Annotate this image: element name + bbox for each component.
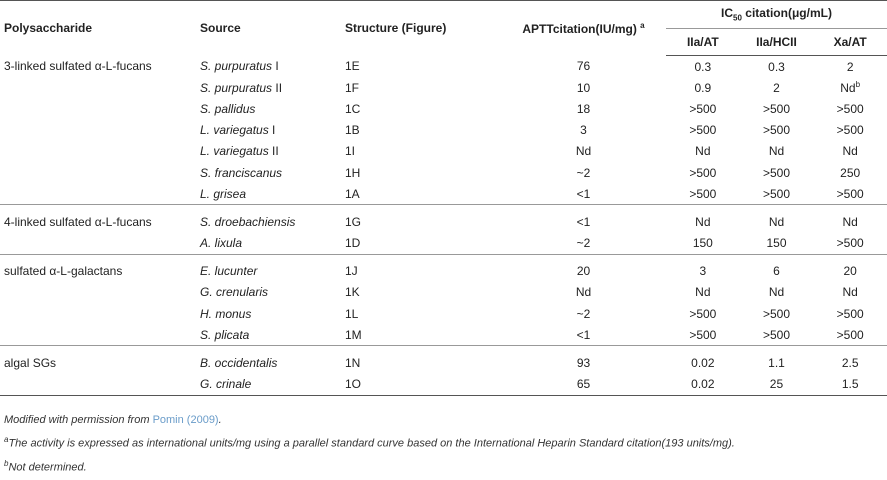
xa-at-value: 250 — [840, 165, 861, 180]
aptt-cell: 3 — [580, 123, 587, 138]
figure-cell: 1O — [345, 374, 501, 396]
aptt-cell: 20 — [576, 264, 591, 279]
species-name: G. crenularis — [200, 285, 269, 300]
figure-cell: 1I — [345, 144, 356, 159]
pomin-citation-link[interactable]: Pomin (2009) — [152, 414, 219, 426]
source-cell — [200, 120, 345, 141]
xa-at-value: >500 — [836, 186, 864, 201]
table-row — [0, 254, 887, 282]
xa-at-cell — [813, 346, 887, 374]
footnote-marker: b — [855, 80, 861, 90]
group-name-cell — [0, 324, 200, 346]
group-name-cell — [0, 303, 200, 324]
iia-hcii-cell: Nd — [768, 214, 785, 229]
xa-at-value: >500 — [836, 327, 864, 342]
iia-at-cell: >500 — [689, 123, 717, 138]
table-body — [0, 56, 887, 396]
xa-at-value: 1.5 — [841, 377, 859, 392]
header-structure: Structure (Figure) — [345, 1, 501, 56]
iia-hcii-cell: Nd — [768, 285, 785, 300]
source-cell — [200, 374, 345, 396]
iia-at-cell: 0.02 — [666, 374, 740, 396]
group-name-cell — [0, 162, 200, 183]
header-ic50: $IC_{50}$ citation(μg/mL) — [666, 1, 887, 29]
iia-at-cell: Nd — [695, 285, 711, 300]
xa-at-value: >500 — [836, 101, 864, 116]
species-name: L. variegatus — [200, 123, 269, 138]
xa-at-value: >500 — [836, 236, 864, 251]
table-row — [0, 346, 887, 374]
xa-at-value: 2 — [846, 59, 854, 74]
group-name-cell — [0, 77, 200, 98]
source-cell — [200, 141, 345, 162]
aptt-cell: ~2 — [576, 165, 591, 180]
iia-at-cell: 0.02 — [691, 356, 715, 371]
source-cell — [200, 346, 345, 374]
group-name-cell — [0, 374, 200, 396]
xa-at-cell — [813, 141, 887, 162]
xa-at-value: >500 — [836, 306, 864, 321]
table-row — [0, 324, 887, 346]
figure-cell: 1A — [345, 183, 501, 205]
iia-at-cell: >500 — [689, 165, 717, 180]
group-name-cell: 4-linked sulfated α-L-fucans — [4, 214, 152, 229]
iia-hcii-cell: 1.1 — [768, 356, 785, 371]
species-name: A. lixula — [200, 236, 243, 251]
species-name: B. occidentalis — [200, 356, 278, 371]
table-row — [0, 374, 887, 396]
xa-at-value: Nd — [842, 214, 858, 229]
table-row — [0, 162, 887, 183]
xa-at-cell — [813, 233, 887, 255]
species-name: S. franciscanus — [200, 165, 283, 180]
table-row — [0, 233, 887, 255]
table-row — [0, 98, 887, 119]
xa-at-value: Nd — [842, 144, 858, 159]
table-notes — [4, 410, 735, 477]
xa-at-cell — [813, 303, 887, 324]
species-name: S. plicata — [200, 327, 250, 342]
table-row — [0, 120, 887, 141]
iia-hcii-cell: >500 — [740, 324, 814, 346]
group-name-cell: sulfated α-L-galactans — [4, 264, 123, 279]
xa-at-cell — [813, 205, 887, 233]
strain-label: I — [268, 123, 276, 138]
iia-hcii-cell: Nd — [768, 144, 785, 159]
iia-at-cell: >500 — [666, 324, 740, 346]
species-name: G. crinale — [200, 377, 252, 392]
aptt-cell: <1 — [576, 214, 591, 229]
iia-hcii-cell: >500 — [740, 183, 814, 205]
aptt-cell: <1 — [501, 324, 666, 346]
xa-at-value: 2.5 — [841, 356, 859, 371]
header-iia-at: IIa/AT — [666, 29, 740, 56]
xa-at-cell — [813, 56, 887, 78]
iia-hcii-cell: 25 — [740, 374, 814, 396]
xa-at-cell — [813, 77, 887, 98]
figure-cell: 1H — [345, 165, 361, 180]
species-name: L. grisea — [200, 186, 247, 201]
xa-at-cell — [813, 374, 887, 396]
group-name-cell: algal SGs — [4, 356, 57, 371]
iia-at-cell: >500 — [666, 183, 740, 205]
header-polysaccharide: Polysaccharide — [0, 1, 200, 56]
iia-at-cell: Nd — [695, 214, 711, 229]
iia-at-cell: 0.3 — [694, 59, 712, 74]
source-cell — [200, 233, 345, 255]
figure-cell: 1C — [345, 101, 361, 116]
group-name-cell — [0, 233, 200, 255]
xa-at-value: Nd — [842, 285, 858, 300]
aptt-cell: <1 — [501, 183, 666, 205]
iia-at-cell: >500 — [689, 306, 717, 321]
strain-label: I — [272, 59, 279, 74]
group-name-cell — [0, 141, 200, 162]
species-name: S. pallidus — [200, 101, 256, 116]
header-iia-hcii: IIa/HCII — [740, 29, 814, 56]
aptt-cell: 10 — [576, 80, 591, 95]
figure-cell: 1D — [345, 233, 501, 255]
xa-at-cell — [813, 98, 887, 119]
figure-cell: 1G — [345, 214, 362, 229]
xa-at-cell — [813, 120, 887, 141]
figure-cell: 1E — [345, 59, 360, 74]
iia-hcii-cell: 0.3 — [768, 59, 785, 74]
figure-cell: 1L — [345, 306, 359, 321]
xa-at-cell — [813, 324, 887, 346]
figure-cell: 1K — [345, 285, 360, 300]
aptt-cell: ~2 — [576, 306, 591, 321]
group-name-cell: 3-linked sulfated α-L-fucans — [4, 59, 152, 74]
xa-at-cell — [813, 183, 887, 205]
iia-at-cell: >500 — [689, 101, 717, 116]
source-cell — [200, 282, 345, 303]
group-name-cell — [0, 120, 200, 141]
iia-hcii-cell: >500 — [762, 165, 790, 180]
group-name-cell — [0, 282, 200, 303]
aptt-cell: Nd — [575, 144, 592, 159]
footnote-b: $^b$Not determined. — [4, 458, 87, 474]
header-source: Source — [200, 1, 345, 56]
table-row — [0, 205, 887, 233]
source-cell — [200, 254, 345, 282]
group-name-cell — [0, 183, 200, 205]
figure-cell: 1N — [345, 356, 361, 371]
iia-at-cell: 3 — [699, 264, 707, 279]
aptt-cell: 18 — [576, 101, 591, 116]
iia-hcii-cell: >500 — [762, 123, 790, 138]
species-name: S. purpuratus — [200, 59, 273, 74]
xa-at-cell — [813, 162, 887, 183]
xa-at-value: 20 — [843, 264, 857, 279]
aptt-cell: Nd — [575, 285, 592, 300]
xa-at-cell — [813, 254, 887, 282]
source-cell — [200, 205, 345, 233]
species-name: S. droebachiensis — [200, 214, 296, 229]
strain-label: II — [272, 80, 283, 95]
iia-hcii-cell: 6 — [773, 264, 780, 279]
iia-hcii-cell: >500 — [762, 306, 790, 321]
species-name: E. lucunter — [200, 264, 258, 279]
iia-at-cell: 0.9 — [694, 80, 712, 95]
source-cell — [200, 56, 345, 78]
species-name: S. purpuratus — [200, 80, 273, 95]
aptt-cell: 65 — [501, 374, 666, 396]
aptt-cell: ~2 — [501, 233, 666, 255]
iia-hcii-cell: >500 — [762, 101, 790, 116]
species-name: L. variegatus — [200, 144, 269, 159]
strain-label: II — [268, 144, 279, 159]
group-name-cell — [0, 98, 200, 119]
iia-at-cell: 150 — [666, 233, 740, 255]
source-cell — [200, 183, 345, 205]
iia-hcii-cell: 150 — [740, 233, 814, 255]
source-cell — [200, 324, 345, 346]
table-row — [0, 303, 887, 324]
source-cell — [200, 98, 345, 119]
table-row — [0, 141, 887, 162]
header-row-1 — [0, 1, 887, 29]
source-cell — [200, 303, 345, 324]
xa-at-value: Nd — [840, 81, 856, 96]
iia-hcii-cell: 2 — [773, 80, 780, 95]
permission-note: Modified with permission from Pomin (2009). — [4, 414, 222, 426]
xa-at-value: >500 — [836, 123, 864, 138]
source-cell — [200, 162, 345, 183]
footnote-a: $^a$The activity is expressed as international units/mg using a parallel standard curve based on the International Heparin Standard citation(193 units/mg). — [4, 435, 735, 450]
aptt-cell: 76 — [576, 59, 591, 74]
figure-cell: 1J — [345, 264, 358, 279]
species-name: H. monus — [200, 306, 252, 321]
figure-cell: 1M — [345, 324, 501, 346]
table-row — [0, 183, 887, 205]
table-row — [0, 77, 887, 98]
header-aptt: APTTcitation(IU/mg) $^a$ — [501, 1, 666, 56]
table-row — [0, 282, 887, 303]
source-cell — [200, 77, 345, 98]
figure-cell: 1B — [345, 123, 360, 138]
xa-at-cell — [813, 282, 887, 303]
aptt-cell: 93 — [576, 356, 591, 371]
iia-at-cell: Nd — [695, 144, 711, 159]
header-xa-at: Xa/AT — [813, 29, 887, 56]
table-row — [0, 56, 887, 78]
figure-cell: 1F — [345, 80, 360, 95]
